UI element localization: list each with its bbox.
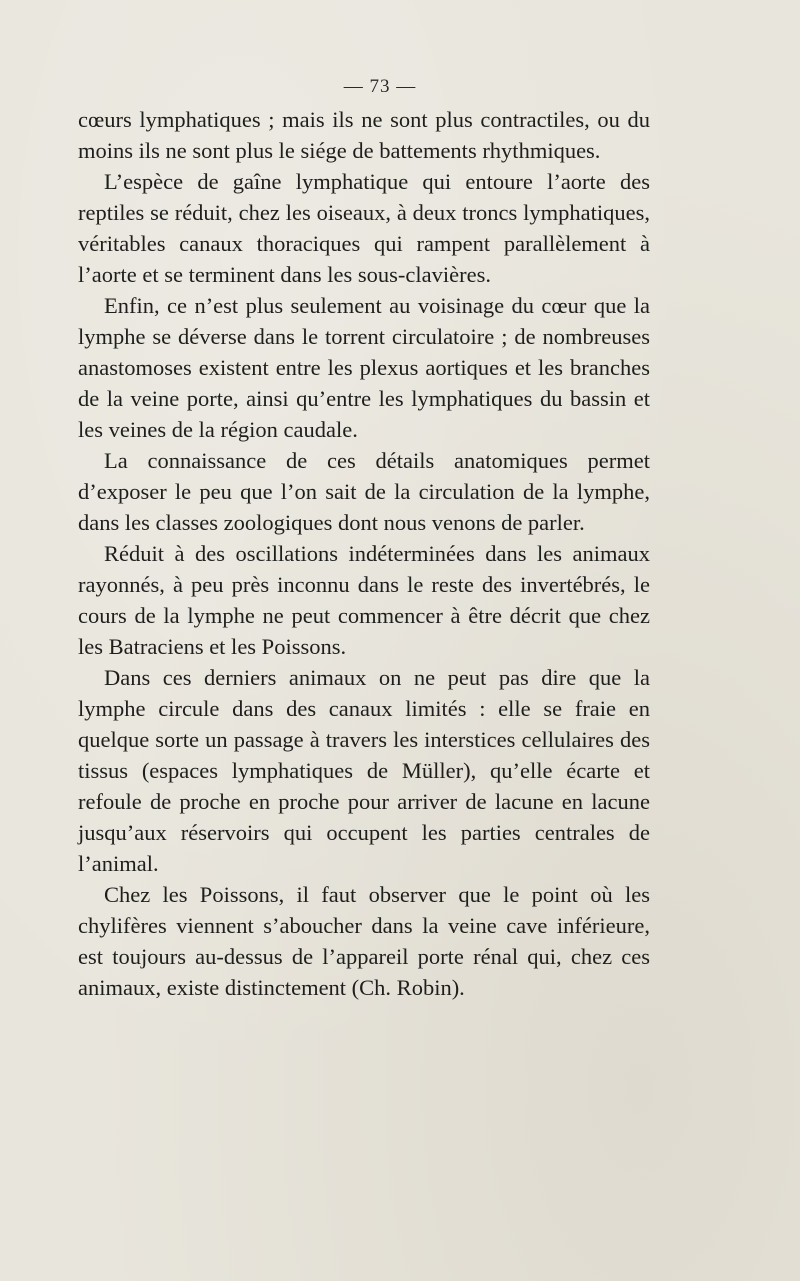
paragraph-2: L’espèce de gaîne lymphatique qui entoure l’aorte des reptiles se réduit, chez les oiseaux, à deux troncs lymphatiques, véritables canaux thoraciques qui rampent parallèlement à l’aorte et se terminent dans les sous-clavières. (78, 169, 650, 287)
paragraph-1: cœurs lymphatiques ; mais ils ne sont plus contractiles, ou du moins ils ne sont plus le siége de battements rhythmiques. (78, 107, 650, 163)
paragraph-6: Dans ces derniers animaux on ne peut pas dire que la lymphe circule dans des canaux limités : elle se fraie en quelque sorte un passage à travers les interstices cellulaires des tissus (espaces lymphatiques de Müller), qu’elle écarte et refoule de proche en proche pour arriver de lacune en lacune jusqu’aux réservoirs qui occupent les parties centrales de l’animal. (78, 665, 650, 876)
paragraph-4: La connaissance de ces détails anatomiques permet d’exposer le peu que l’on sait de la circulation de la lymphe, dans les classes zoologiques dont nous venons de parler. (78, 448, 650, 535)
paragraph-3: Enfin, ce n’est plus seulement au voisinage du cœur que la lymphe se déverse dans le torrent circulatoire ; de nombreuses anastomoses existent entre les plexus aortiques et les branches de la veine porte, ainsi qu’entre les lymphatiques du bassin et les veines de la région caudale. (78, 293, 650, 442)
paragraph-5: Réduit à des oscillations indéterminées dans les animaux rayonnés, à peu près inconnu dans le reste des invertébrés, le cours de la lymphe ne peut commencer à être décrit que chez les Batraciens et les Poissons. (78, 541, 650, 659)
paragraph-7: Chez les Poissons, il faut observer que le point où les chylifères viennent s’aboucher dans la veine cave inférieure, est toujours au-dessus de l’appareil porte rénal qui, chez ces animaux, existe distinctement (Ch. Robin). (78, 882, 650, 1000)
page-number: — 73 — (343, 76, 417, 97)
body-text (78, 104, 650, 1003)
